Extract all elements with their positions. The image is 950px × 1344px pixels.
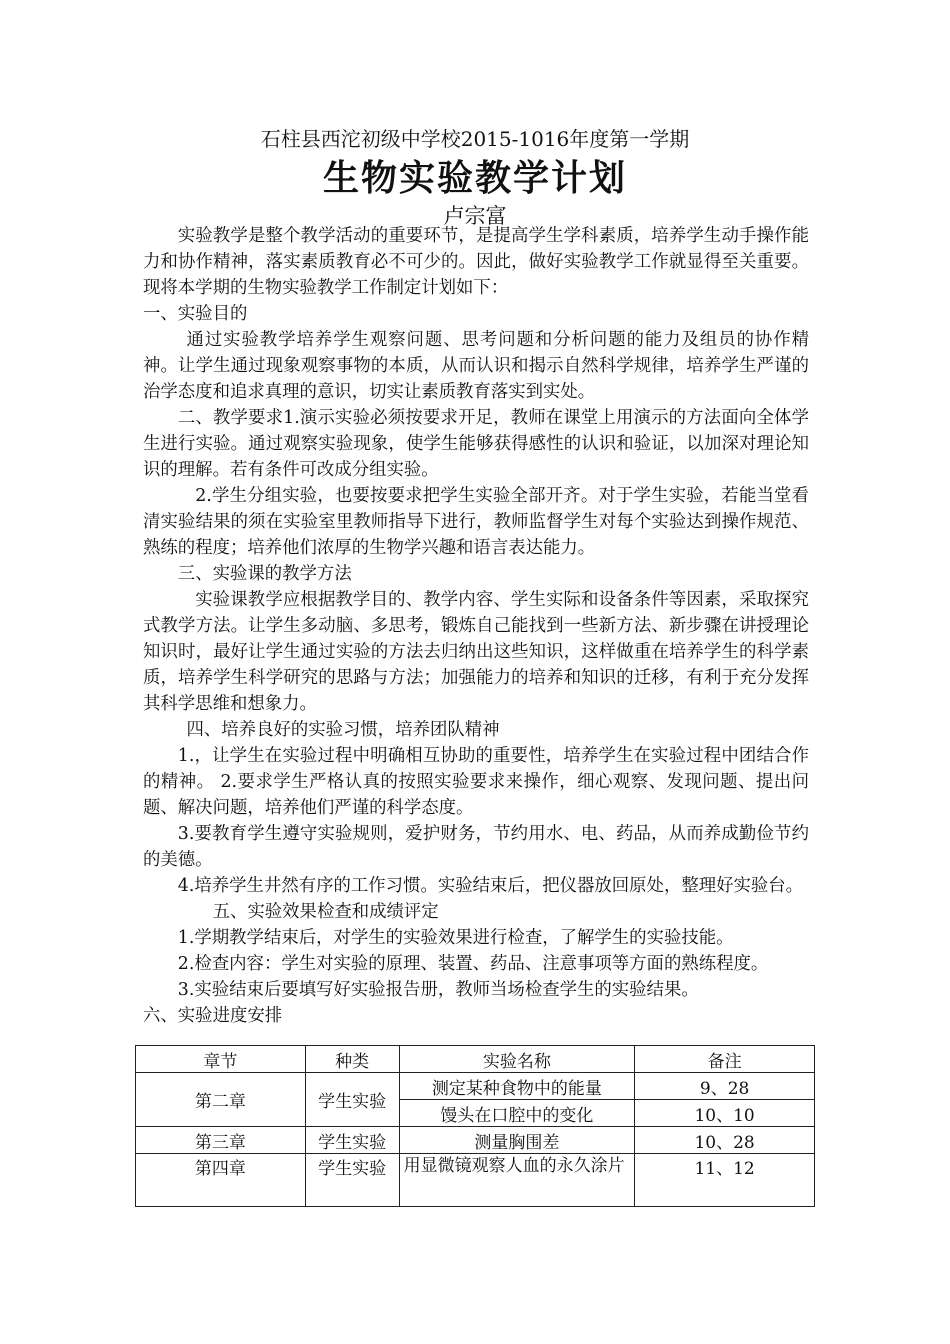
section-1-paragraph: 通过实验教学培养学生观察问题、思考问题和分析问题的能力及组员的协作精神。让学生通过现象观察事物的本质，从而认识和揭示自然科学规律，培养学生严谨的治学态度和追求真理的意识，切实让素质教育落实到实处。 (143, 330, 809, 402)
note-cell: 11、12 (635, 1154, 815, 1207)
type-cell: 学生实验 (305, 1073, 399, 1127)
section-5-item-3: 3.实验结束后要填写好实验报告册，教师当场检查学生的实验结果。 (177, 980, 699, 1000)
document-title: 生物实验教学计划 (322, 158, 627, 199)
experiment-name-cell: 馒头在口腔中的变化 (399, 1100, 635, 1127)
experiment-name-cell: 用显微镜观察人血的永久涂片 (399, 1154, 635, 1207)
section-2-paragraph-2: 2.学生分组实验，也要按要求把学生实验全部开齐。对于学生实验，若能当堂看清实验结果的须在实验室里教师指导下进行，教师监督学生对每个实验达到操作规范、熟练的程度；培养他们浓厚的生物学兴趣和语言表达能力。 (143, 486, 809, 558)
type-cell: 学生实验 (305, 1154, 399, 1207)
header-experiment-name: 实验名称 (399, 1046, 635, 1073)
chapter-cell: 第二章 (136, 1073, 306, 1127)
note-cell: 10、10 (635, 1100, 815, 1127)
header-chapter: 章节 (136, 1046, 306, 1073)
chapter-cell: 第四章 (136, 1154, 306, 1207)
section-4-item-4: 4.培养学生井然有序的工作习惯。实验结束后，把仪器放回原处，整理好实验台。 (177, 876, 804, 896)
document-subtitle: 石柱县西沱初级中学校2015-1016年度第一学期 (260, 127, 690, 151)
section-heading-6: 六、实验进度安排 (143, 1006, 283, 1026)
table-row (136, 1154, 815, 1207)
document-author: 卢宗富 (443, 204, 507, 228)
experiment-schedule-table (135, 1045, 815, 1207)
note-cell: 9、28 (635, 1073, 815, 1100)
type-cell: 学生实验 (305, 1127, 399, 1154)
header-note: 备注 (635, 1046, 815, 1073)
section-heading-1: 一、实验目的 (143, 304, 248, 324)
table-header-row (136, 1046, 815, 1073)
section-heading-4: 四、培养良好的实验习惯，培养团队精神 (186, 720, 500, 740)
section-4-item-1-2: 1.，让学生在实验过程中明确相互协助的重要性，培养学生在实验过程中团结合作的精神。 2.要求学生严格认真的按照实验要求来操作，细心观察、发现问题、提出问题、解决问题，培养他们严谨的科学态度。 (143, 746, 809, 818)
section-heading-3: 三、实验课的教学方法 (177, 564, 352, 584)
intro-paragraph: 实验教学是整个教学活动的重要环节，是提高学生学科素质，培养学生动手操作能力和协作精神，落实素质教育必不可少的。因此，做好实验教学工作就显得至关重要。现将本学期的生物实验教学工作制定计划如下： (143, 226, 809, 298)
section-3-paragraph: 实验课教学应根据教学目的、教学内容、学生实际和设备条件等因素，采取探究式教学方法。让学生多动脑、多思考，锻炼自己能找到一些新方法、新步骤在讲授理论知识时，最好让学生通过实验的方法去归纳出这些知识，这样做重在培养学生的科学素质，培养学生科学研究的思路与方法；加强能力的培养和知识的迁移，有利于充分发挥其科学思维和想象力。 (143, 590, 809, 714)
section-heading-5: 五、实验效果检查和成绩评定 (212, 902, 439, 922)
table-row (136, 1073, 815, 1100)
experiment-name-cell: 测定某种食物中的能量 (399, 1073, 635, 1100)
note-cell: 10、28 (635, 1127, 815, 1154)
section-2-paragraph-1: 二、教学要求1.演示实验必须按要求开足，教师在课堂上用演示的方法面向全体学生进行实验。通过观察实验现象，使学生能够获得感性的认识和验证，以加深对理论知识的理解。若有条件可改成分组实验。 (143, 408, 809, 480)
section-5-item-1: 1.学期教学结束后，对学生的实验效果进行检查，了解学生的实验技能。 (177, 928, 734, 948)
document-body (143, 223, 809, 1029)
table-row (136, 1127, 815, 1154)
header-type: 种类 (305, 1046, 399, 1073)
chapter-cell: 第三章 (136, 1127, 306, 1154)
section-4-item-3: 3.要教育学生遵守实验规则，爱护财务，节约用水、电、药品，从而养成勤俭节约的美德。 (143, 824, 809, 870)
section-5-item-2: 2.检查内容：学生对实验的原理、装置、药品、注意事项等方面的熟练程度。 (177, 954, 769, 974)
experiment-name-cell: 测量胸围差 (399, 1127, 635, 1154)
